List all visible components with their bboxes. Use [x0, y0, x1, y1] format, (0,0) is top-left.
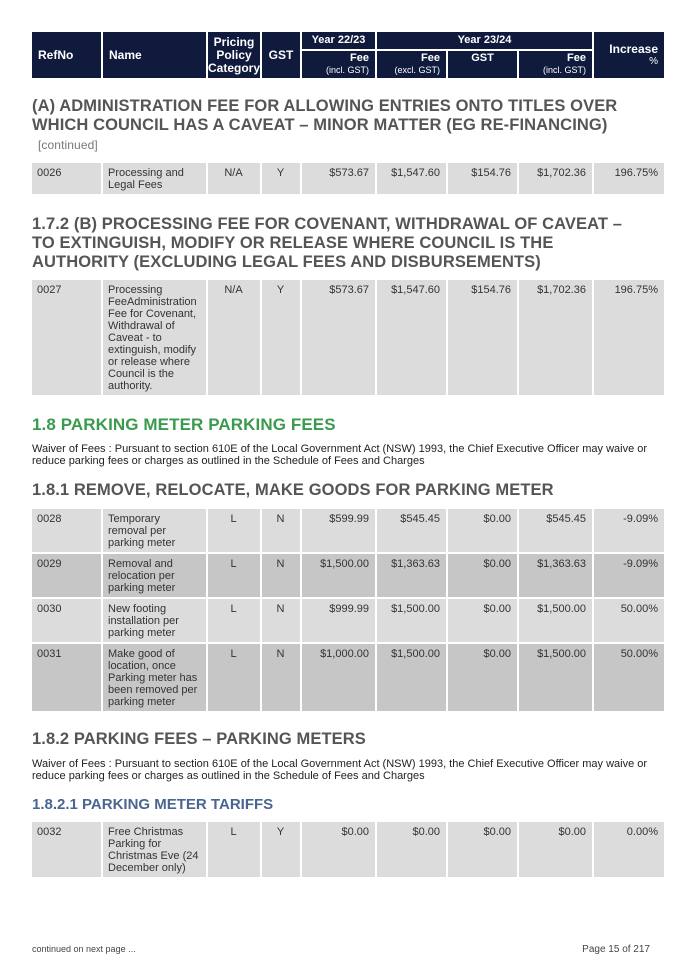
cell-pricing: N/A [208, 280, 260, 395]
cell-increase: 50.00% [594, 599, 664, 642]
section-18-title: 1.8 PARKING METER PARKING FEES [32, 415, 336, 434]
cell-ref: 0030 [32, 599, 101, 642]
cell-gst: N [262, 509, 300, 552]
table-row [32, 280, 658, 395]
table-row [32, 509, 658, 552]
cell-fee-incl: $0.00 [519, 822, 592, 877]
header-gst: GST [262, 32, 300, 78]
cell-ref: 0028 [32, 509, 101, 552]
cell-gst-amount: $0.00 [448, 509, 517, 552]
cell-increase: 50.00% [594, 644, 664, 711]
header-refno: RefNo [32, 32, 101, 78]
section-a-title [32, 97, 632, 155]
cell-name: Make good of location, once Parking meter has been removed per parking meter [103, 644, 206, 711]
header-fee-incl-sub: (incl. GST) [325, 65, 369, 75]
cell-fee-2223: $1,500.00 [302, 554, 375, 597]
header-fee-incl2-sub: (incl. GST) [542, 65, 586, 75]
cell-fee-excl: $1,500.00 [377, 644, 446, 711]
cell-fee-excl: $1,363.63 [377, 554, 446, 597]
cell-fee-incl: $1,702.36 [519, 163, 592, 194]
continued-footer: continued on next page ... [32, 944, 136, 954]
cell-fee-incl: $1,702.36 [519, 280, 592, 395]
cell-name: New footing installation per parking meter [103, 599, 206, 642]
header-pricing-line3: Category [208, 60, 261, 75]
waiver-note-2: Waiver of Fees : Pursuant to section 610E of the Local Government Act (NSW) 1993, the Chief Executive Officer may waive or reduce parking fees or charges as outlined in the Schedule of Fees and Charges [32, 758, 648, 782]
cell-fee-incl: $1,363.63 [519, 554, 592, 597]
cell-ref: 0029 [32, 554, 101, 597]
cell-name: Processing and Legal Fees [103, 163, 206, 194]
cell-gst: N [262, 644, 300, 711]
header-fee-incl [302, 51, 375, 78]
cell-gst: Y [262, 822, 300, 877]
cell-fee-2223: $0.00 [302, 822, 375, 877]
cell-name: Free Christmas Parking for Christmas Eve (24 December only) [103, 822, 206, 877]
header-increase-sub: % [649, 56, 658, 67]
header-fee-excl-label: Fee [421, 52, 440, 64]
cell-gst: N [262, 554, 300, 597]
header-year1: Year 22/23 [302, 32, 375, 49]
section-181-title: 1.8.1 REMOVE, RELOCATE, MAKE GOODS FOR PARKING METER [32, 481, 554, 499]
fees-page [32, 32, 658, 879]
cell-ref: 0027 [32, 280, 101, 395]
header-gst2-label: GST [471, 52, 494, 64]
section-172-title: 1.7.2 (B) PROCESSING FEE FOR COVENANT, WITHDRAWAL OF CAVEAT – TO EXTINGUISH, MODIFY OR RELEASE WHERE COUNCIL IS THE AUTHORITY (EXCLUDING LEGAL FEES AND DISBURSEMENTS) [32, 215, 623, 271]
header-name: Name [103, 32, 206, 78]
header-pricing-line1: Pricing [213, 34, 255, 49]
header-gst2 [448, 51, 517, 78]
header-increase-label: Increase [609, 42, 658, 56]
section-182-title: 1.8.2 PARKING FEES – PARKING METERS [32, 730, 366, 748]
cell-fee-incl: $1,500.00 [519, 644, 592, 711]
cell-pricing: L [208, 554, 260, 597]
continued-label: [continued] [38, 138, 98, 152]
cell-increase: -9.09% [594, 554, 664, 597]
cell-fee-excl: $0.00 [377, 822, 446, 877]
cell-increase: 196.75% [594, 280, 664, 395]
header-year2: Year 23/24 [377, 32, 592, 49]
header-fee-incl2-label: Fee [567, 52, 586, 64]
cell-fee-2223: $1,000.00 [302, 644, 375, 711]
header-year1-group [302, 32, 375, 78]
table-row [32, 822, 658, 877]
waiver-note: Waiver of Fees : Pursuant to section 610E of the Local Government Act (NSW) 1993, the Chief Executive Officer may waive or reduce parking fees or charges as outlined in the Schedule of Fees and Charges [32, 443, 648, 467]
cell-fee-2223: $599.99 [302, 509, 375, 552]
header-pricing-line2: Policy [216, 47, 252, 62]
cell-gst: Y [262, 280, 300, 395]
header-fee-incl2 [519, 51, 592, 78]
cell-name: Removal and relocation per parking meter [103, 554, 206, 597]
section-1821-title: 1.8.2.1 PARKING METER TARIFFS [32, 796, 274, 813]
cell-gst-amount: $154.76 [448, 163, 517, 194]
cell-pricing: L [208, 644, 260, 711]
table-row [32, 599, 658, 642]
cell-increase: 196.75% [594, 163, 664, 194]
cell-fee-excl: $1,547.60 [377, 280, 446, 395]
cell-gst-amount: $154.76 [448, 280, 517, 395]
section-a-title-text: (A) ADMINISTRATION FEE FOR ALLOWING ENTRIES ONTO TITLES OVER WHICH COUNCIL HAS A CAVEAT – MINOR MATTER (EG RE-FINANCING) [32, 97, 618, 134]
table-row [32, 163, 658, 194]
cell-fee-2223: $573.67 [302, 280, 375, 395]
cell-fee-excl: $1,547.60 [377, 163, 446, 194]
cell-gst-amount: $0.00 [448, 554, 517, 597]
table-row [32, 644, 658, 711]
header-pricing-policy [208, 32, 260, 78]
cell-name: Temporary removal per parking meter [103, 509, 206, 552]
header-fee-excl [377, 51, 446, 78]
cell-pricing: L [208, 599, 260, 642]
header-fee-incl-label: Fee [350, 52, 369, 64]
table-header [32, 32, 658, 78]
cell-pricing: L [208, 509, 260, 552]
cell-gst-amount: $0.00 [448, 822, 517, 877]
cell-gst: Y [262, 163, 300, 194]
cell-increase: 0.00% [594, 822, 664, 877]
header-increase [594, 32, 664, 78]
table-row [32, 554, 658, 597]
header-fee-excl-sub: (excl. GST) [394, 65, 440, 75]
cell-fee-excl: $545.45 [377, 509, 446, 552]
cell-fee-incl: $1,500.00 [519, 599, 592, 642]
cell-increase: -9.09% [594, 509, 664, 552]
cell-name: Processing FeeAdministration Fee for Covenant, Withdrawal of Caveat - to extinguish, modify or release where Council is the authority. [103, 280, 206, 395]
cell-ref: 0032 [32, 822, 101, 877]
cell-fee-excl: $1,500.00 [377, 599, 446, 642]
cell-fee-2223: $573.67 [302, 163, 375, 194]
cell-pricing: L [208, 822, 260, 877]
cell-gst-amount: $0.00 [448, 644, 517, 711]
cell-fee-incl: $545.45 [519, 509, 592, 552]
cell-gst: N [262, 599, 300, 642]
page-number: Page 15 of 217 [582, 944, 650, 955]
cell-pricing: N/A [208, 163, 260, 194]
cell-gst-amount: $0.00 [448, 599, 517, 642]
cell-ref: 0026 [32, 163, 101, 194]
cell-ref: 0031 [32, 644, 101, 711]
cell-fee-2223: $999.99 [302, 599, 375, 642]
